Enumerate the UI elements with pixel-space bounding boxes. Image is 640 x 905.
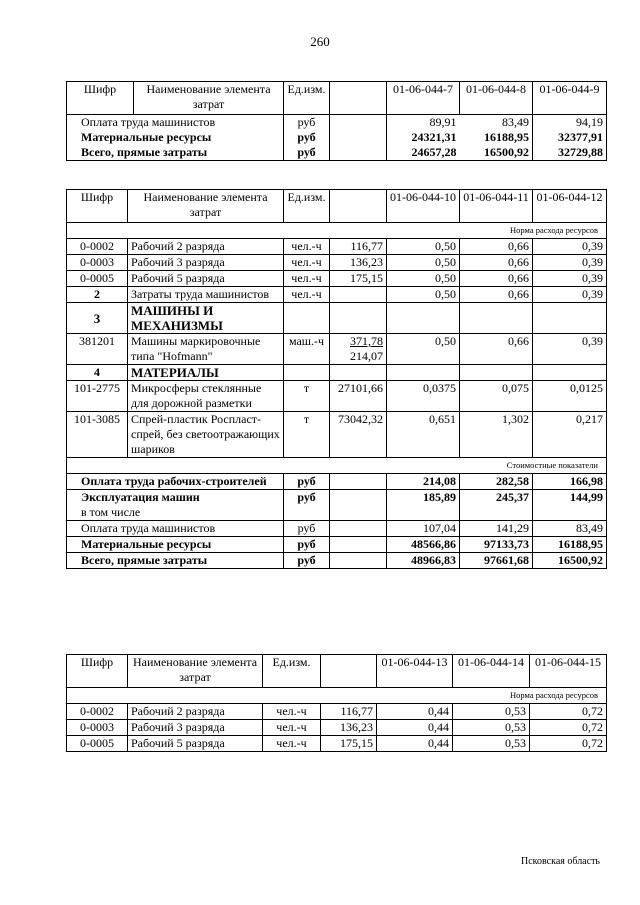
row-value-2: 0,66 — [460, 334, 533, 365]
row-name: Материальные ресурсы — [67, 537, 284, 553]
col-price-header — [321, 655, 377, 688]
col-unit-header: Ед.изм. — [284, 82, 330, 115]
row-code: 0-0002 — [67, 239, 128, 255]
price-bottom: 214,07 — [350, 349, 383, 363]
row-value-1: 89,91 — [429, 115, 457, 129]
col-unit-header: Ед.изм. — [263, 655, 321, 688]
col-name-header: Наименование элемента затрат — [134, 82, 284, 115]
cost-label: Стоимостные показатели — [67, 458, 607, 474]
table-row — [67, 521, 607, 537]
row-value-1: 0,50 — [387, 239, 460, 255]
row-value-2: 141,29 — [460, 521, 533, 537]
row-price: 27101,66 — [330, 381, 387, 412]
row-name: Затраты труда машинистов — [128, 287, 284, 303]
table-row — [67, 115, 607, 131]
row-value-2: 1,302 — [460, 412, 533, 458]
row-value-2: 0,66 — [460, 255, 533, 271]
row-name: Рабочий 3 разряда — [128, 255, 284, 271]
row-code: 0-0005 — [67, 736, 128, 752]
row-name: Всего, прямые затраты — [67, 145, 284, 161]
col-2-header: 01-06-044-14 — [453, 655, 530, 688]
row-price: 175,15 — [330, 271, 387, 287]
row-name: Микросферы стеклянные для дорожной разметки — [128, 381, 284, 412]
row-price: 73042,32 — [330, 412, 387, 458]
col-code-header: Шифр — [67, 655, 128, 688]
row-value-1: 48966,83 — [387, 553, 460, 569]
row-name: Рабочий 2 разряда — [128, 704, 263, 720]
row-value-1: 0,0375 — [387, 381, 460, 412]
row-value-2: 97661,68 — [460, 553, 533, 569]
row-value-3: 0,39 — [533, 255, 607, 271]
row-name: Рабочий 3 разряда — [128, 720, 263, 736]
price-top: 371,78 — [350, 334, 383, 348]
row-value-1: 24321,31 — [411, 130, 457, 144]
row-name: Рабочий 5 разряда — [128, 271, 284, 287]
row-value-3: 16188,95 — [533, 537, 607, 553]
row-value-3: 0,39 — [533, 239, 607, 255]
col-price-header — [330, 190, 387, 223]
row-value-3: 144,99 — [533, 490, 607, 521]
row-value-2: 0,66 — [460, 287, 533, 303]
row-value-3: 0,72 — [530, 704, 607, 720]
row-name: Рабочий 5 разряда — [128, 736, 263, 752]
row-value-2: 83,49 — [502, 115, 529, 129]
row-value-1: 0,50 — [387, 287, 460, 303]
row-value-3: 0,39 — [533, 334, 607, 365]
table-row — [67, 412, 607, 458]
row-unit: руб — [284, 521, 330, 537]
row-name: Машины маркировочные типа "Hofmann" — [128, 334, 284, 365]
row-name: Материальные ресурсы — [67, 130, 284, 145]
section-machines — [67, 303, 607, 334]
row-value-2: 0,53 — [453, 720, 530, 736]
table-2-header — [67, 190, 607, 223]
row-name: Всего, прямые затраты — [67, 553, 284, 569]
row-code: 0-0003 — [67, 720, 128, 736]
table-row — [67, 474, 607, 490]
table-row — [67, 553, 607, 569]
col-1-header: 01-06-044-10 — [387, 190, 460, 223]
row-value-2: 97133,73 — [460, 537, 533, 553]
col-3-header: 01-06-044-15 — [530, 655, 607, 688]
row-value-2: 0,53 — [453, 736, 530, 752]
row-value-2: 16500,92 — [460, 145, 533, 161]
row-value-2: 282,58 — [460, 474, 533, 490]
row-value-1: 0,44 — [377, 720, 453, 736]
footer-region: Псковская область — [521, 856, 600, 867]
row-price: 116,77 — [330, 239, 387, 255]
row-value-2: 0,66 — [460, 271, 533, 287]
table-2 — [66, 189, 607, 569]
row-price: 175,15 — [321, 736, 377, 752]
section-materials — [67, 365, 607, 381]
row-unit: чел.-ч — [263, 736, 321, 752]
row-unit: руб — [284, 537, 330, 553]
row-unit: чел.-ч — [263, 704, 321, 720]
col-name-header: Наименование элемента затрат — [128, 190, 284, 223]
row-code: 0-0003 — [67, 255, 128, 271]
row-value-3: 0,72 — [530, 736, 607, 752]
row-value-1: 0,50 — [387, 255, 460, 271]
row-price: 136,23 — [330, 255, 387, 271]
row-name: Спрей-пластик Роспласт-спрей, без светоотражающих шариков — [128, 412, 284, 458]
row-unit: руб — [284, 490, 330, 521]
row-value-1: 24657,28 — [387, 145, 460, 161]
row-price — [330, 334, 387, 365]
table-1-header — [67, 82, 607, 115]
row-value-3: 0,72 — [530, 720, 607, 736]
row-unit: чел.-ч — [284, 255, 330, 271]
page-number: 260 — [310, 34, 330, 49]
row-value-3: 0,39 — [533, 271, 607, 287]
section-code: 4 — [67, 365, 128, 381]
table-1 — [66, 81, 607, 161]
row-unit: т — [284, 412, 330, 458]
row-code: 101-2775 — [67, 381, 128, 412]
col-3-header: 01-06-044-12 — [533, 190, 607, 223]
row-code: 101-3085 — [67, 412, 128, 458]
section-code: 3 — [67, 303, 128, 334]
row-value-1: 214,08 — [387, 474, 460, 490]
row-value-2: 0,53 — [453, 704, 530, 720]
row-unit: руб — [297, 130, 316, 144]
table-row — [67, 736, 607, 752]
row-unit: руб — [284, 145, 330, 161]
table-row — [67, 145, 607, 161]
col-name-header: Наименование элемента затрат — [128, 655, 263, 688]
table-row — [67, 255, 607, 271]
row-value-3: 32729,88 — [533, 145, 607, 161]
col-2-header: 01-06-044-11 — [460, 190, 533, 223]
col-2-header: 01-06-044-8 — [460, 82, 533, 115]
row-unit: чел.-ч — [284, 287, 330, 303]
row-value-1: 0,44 — [377, 736, 453, 752]
row-value-3: 0,0125 — [533, 381, 607, 412]
row-value-3: 32377,91 — [533, 130, 607, 145]
row-value-1: 0,50 — [387, 334, 460, 365]
row-name-main: Эксплуатация машин — [81, 490, 200, 504]
row-value-3: 16500,92 — [533, 553, 607, 569]
table-3 — [66, 654, 607, 752]
row-value-1: 0,44 — [377, 704, 453, 720]
row-value-1: 0,651 — [387, 412, 460, 458]
row-unit: руб — [297, 115, 316, 129]
row-code: 381201 — [67, 334, 128, 365]
row-name: Оплата труда рабочих-строителей — [67, 474, 284, 490]
section-title: МАТЕРИАЛЫ — [128, 365, 284, 381]
row-unit: руб — [284, 474, 330, 490]
row-code: 0-0005 — [67, 271, 128, 287]
col-1-header: 01-06-044-7 — [387, 82, 460, 115]
row-code: 2 — [67, 287, 128, 303]
row-name — [67, 490, 284, 521]
col-1-header: 01-06-044-13 — [377, 655, 453, 688]
table-row — [67, 239, 607, 255]
table-row — [67, 287, 607, 303]
row-value-2: 0,66 — [460, 239, 533, 255]
row-value-1: 0,50 — [387, 271, 460, 287]
row-unit: руб — [284, 553, 330, 569]
table-row — [67, 334, 607, 365]
row-value-3: 94,19 — [533, 115, 607, 131]
col-code-header: Шифр — [67, 82, 134, 115]
row-unit: чел.-ч — [284, 239, 330, 255]
row-value-2: 16188,95 — [484, 130, 529, 144]
row-value-3: 0,217 — [533, 412, 607, 458]
row-name: Оплата труда машинистов — [67, 115, 284, 131]
table-3-header — [67, 655, 607, 688]
row-value-3: 166,98 — [533, 474, 607, 490]
row-name: Рабочий 2 разряда — [128, 239, 284, 255]
table-row — [67, 490, 607, 521]
row-value-2: 245,37 — [460, 490, 533, 521]
table-row — [67, 704, 607, 720]
row-value-3: 83,49 — [533, 521, 607, 537]
row-price: 116,77 — [321, 704, 377, 720]
row-price: 136,23 — [321, 720, 377, 736]
row-unit: чел.-ч — [284, 271, 330, 287]
row-name-sub: в том числе — [81, 505, 141, 519]
row-value-2: 0,075 — [460, 381, 533, 412]
section-title: МАШИНЫ И МЕХАНИЗМЫ — [128, 303, 284, 334]
col-code-header: Шифр — [67, 190, 128, 223]
table-row — [67, 537, 607, 553]
table-row — [67, 130, 607, 145]
row-value-1: 107,04 — [387, 521, 460, 537]
row-value-3: 0,39 — [533, 287, 607, 303]
table-row — [67, 271, 607, 287]
col-price-header — [330, 82, 387, 115]
row-unit: маш.-ч — [284, 334, 330, 365]
row-name: Оплата труда машинистов — [67, 521, 284, 537]
norm-label: Норма расхода ресурсов — [67, 223, 607, 239]
row-code: 0-0002 — [67, 704, 128, 720]
row-unit: чел.-ч — [263, 720, 321, 736]
row-value-1: 48566,86 — [387, 537, 460, 553]
norm-label: Норма расхода ресурсов — [67, 688, 607, 704]
row-unit: т — [284, 381, 330, 412]
row-value-1: 185,89 — [387, 490, 460, 521]
col-unit-header: Ед.изм. — [284, 190, 330, 223]
table-row — [67, 720, 607, 736]
col-3-header: 01-06-044-9 — [533, 82, 607, 115]
table-row — [67, 381, 607, 412]
